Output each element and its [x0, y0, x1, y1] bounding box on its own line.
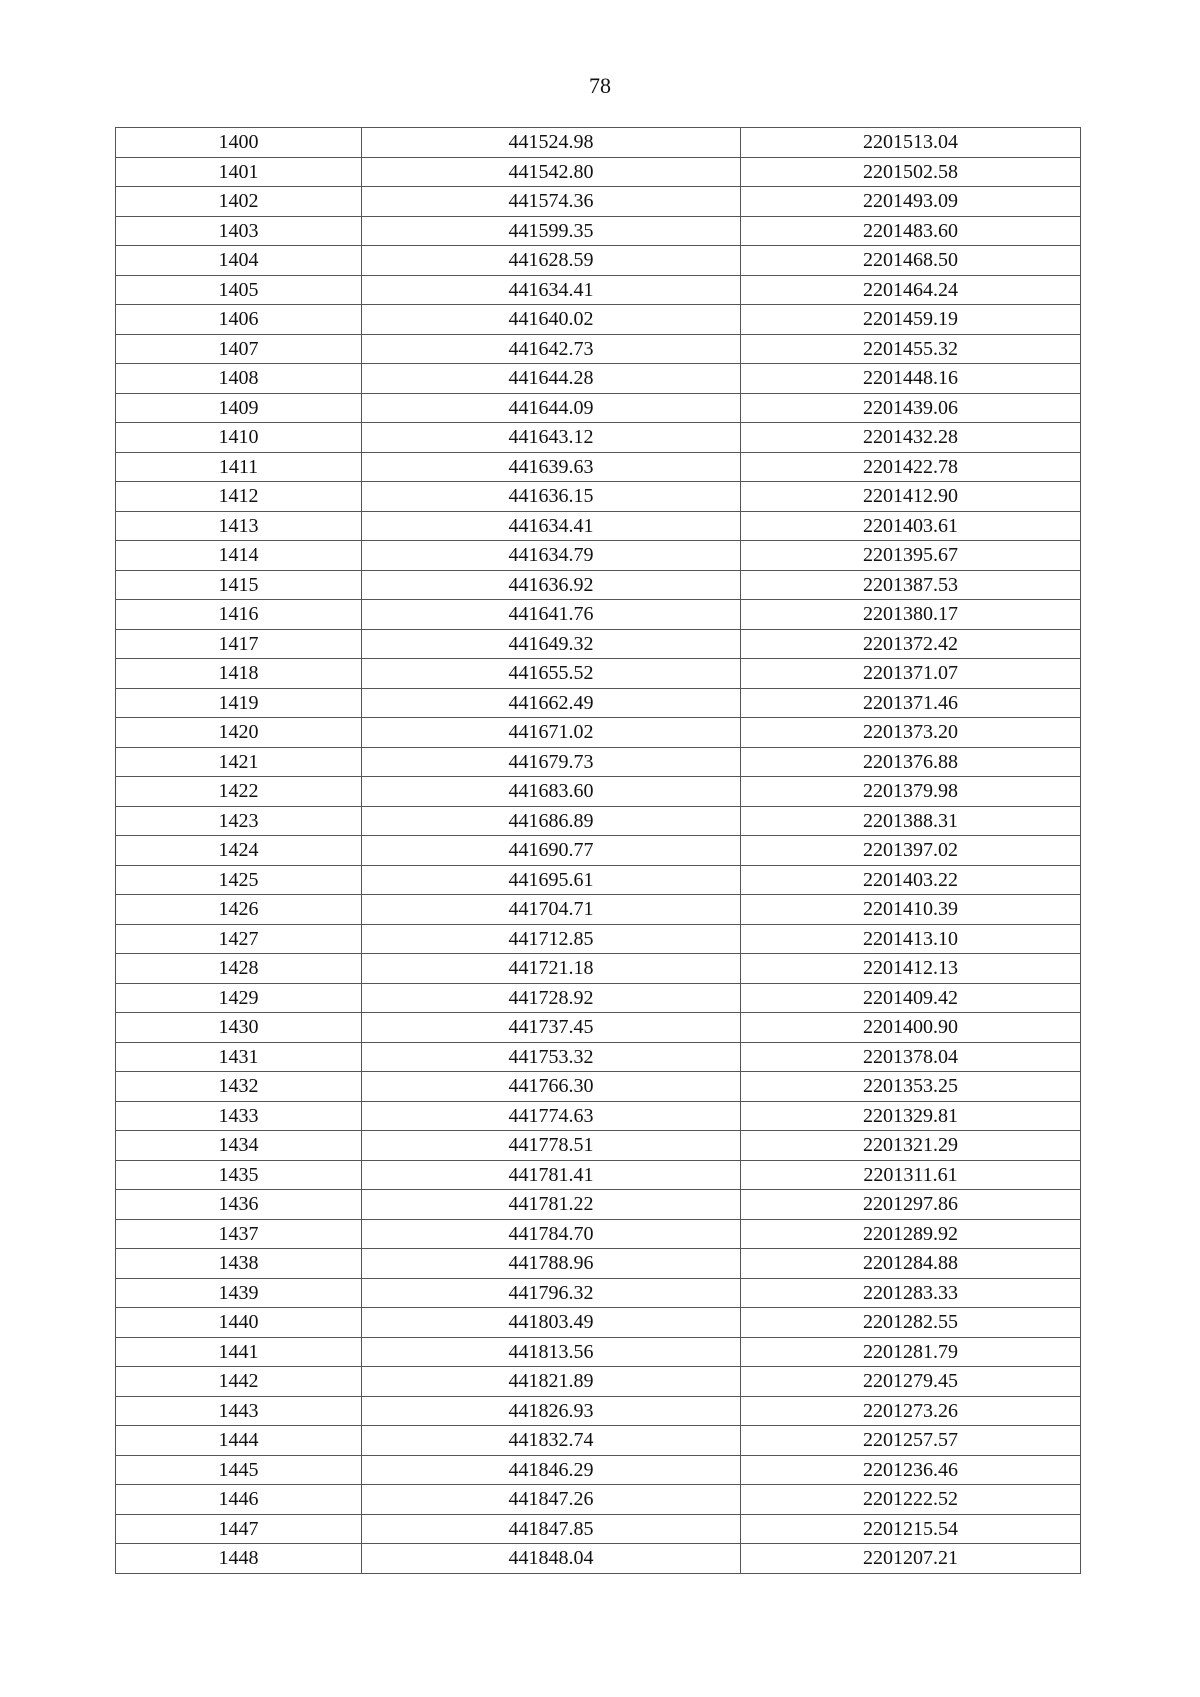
y-coordinate-cell: 2201493.09 — [741, 187, 1081, 217]
point-number-cell: 1420 — [116, 718, 362, 748]
table-row — [116, 924, 1081, 954]
x-coordinate-cell: 441695.61 — [362, 865, 741, 895]
x-coordinate-cell: 441655.52 — [362, 659, 741, 689]
y-coordinate-cell: 2201455.32 — [741, 334, 1081, 364]
y-coordinate-cell: 2201284.88 — [741, 1249, 1081, 1279]
point-number-cell: 1411 — [116, 452, 362, 482]
table-row — [116, 393, 1081, 423]
point-number-cell: 1421 — [116, 747, 362, 777]
x-coordinate-cell: 441679.73 — [362, 747, 741, 777]
y-coordinate-cell: 2201279.45 — [741, 1367, 1081, 1397]
x-coordinate-cell: 441832.74 — [362, 1426, 741, 1456]
table-row — [116, 1396, 1081, 1426]
y-coordinate-cell: 2201468.50 — [741, 246, 1081, 276]
x-coordinate-cell: 441636.15 — [362, 482, 741, 512]
point-number-cell: 1427 — [116, 924, 362, 954]
y-coordinate-cell: 2201412.90 — [741, 482, 1081, 512]
x-coordinate-cell: 441639.63 — [362, 452, 741, 482]
table-row — [116, 1485, 1081, 1515]
y-coordinate-cell: 2201387.53 — [741, 570, 1081, 600]
point-number-cell: 1436 — [116, 1190, 362, 1220]
x-coordinate-cell: 441704.71 — [362, 895, 741, 925]
x-coordinate-cell: 441737.45 — [362, 1013, 741, 1043]
x-coordinate-cell: 441826.93 — [362, 1396, 741, 1426]
point-number-cell: 1429 — [116, 983, 362, 1013]
y-coordinate-cell: 2201289.92 — [741, 1219, 1081, 1249]
point-number-cell: 1428 — [116, 954, 362, 984]
table-row — [116, 1190, 1081, 1220]
point-number-cell: 1408 — [116, 364, 362, 394]
x-coordinate-cell: 441642.73 — [362, 334, 741, 364]
table-row — [116, 1514, 1081, 1544]
x-coordinate-cell: 441628.59 — [362, 246, 741, 276]
x-coordinate-cell: 441641.76 — [362, 600, 741, 630]
y-coordinate-cell: 2201400.90 — [741, 1013, 1081, 1043]
y-coordinate-cell: 2201397.02 — [741, 836, 1081, 866]
table-row — [116, 1367, 1081, 1397]
point-number-cell: 1415 — [116, 570, 362, 600]
y-coordinate-cell: 2201412.13 — [741, 954, 1081, 984]
table-row — [116, 865, 1081, 895]
table-row — [116, 1249, 1081, 1279]
point-number-cell: 1426 — [116, 895, 362, 925]
y-coordinate-cell: 2201448.16 — [741, 364, 1081, 394]
table-row — [116, 1426, 1081, 1456]
y-coordinate-cell: 2201222.52 — [741, 1485, 1081, 1515]
table-row — [116, 747, 1081, 777]
x-coordinate-cell: 441599.35 — [362, 216, 741, 246]
point-number-cell: 1410 — [116, 423, 362, 453]
x-coordinate-cell: 441542.80 — [362, 157, 741, 187]
y-coordinate-cell: 2201403.61 — [741, 511, 1081, 541]
table-row — [116, 1042, 1081, 1072]
y-coordinate-cell: 2201329.81 — [741, 1101, 1081, 1131]
point-number-cell: 1447 — [116, 1514, 362, 1544]
table-row — [116, 1278, 1081, 1308]
point-number-cell: 1400 — [116, 128, 362, 158]
point-number-cell: 1432 — [116, 1072, 362, 1102]
y-coordinate-cell: 2201380.17 — [741, 600, 1081, 630]
x-coordinate-cell: 441803.49 — [362, 1308, 741, 1338]
point-number-cell: 1442 — [116, 1367, 362, 1397]
y-coordinate-cell: 2201432.28 — [741, 423, 1081, 453]
y-coordinate-cell: 2201236.46 — [741, 1455, 1081, 1485]
y-coordinate-cell: 2201483.60 — [741, 216, 1081, 246]
x-coordinate-cell: 441712.85 — [362, 924, 741, 954]
table-row — [116, 806, 1081, 836]
x-coordinate-cell: 441778.51 — [362, 1131, 741, 1161]
table-row — [116, 364, 1081, 394]
x-coordinate-cell: 441649.32 — [362, 629, 741, 659]
y-coordinate-cell: 2201371.07 — [741, 659, 1081, 689]
y-coordinate-cell: 2201388.31 — [741, 806, 1081, 836]
x-coordinate-cell: 441753.32 — [362, 1042, 741, 1072]
x-coordinate-cell: 441774.63 — [362, 1101, 741, 1131]
point-number-cell: 1423 — [116, 806, 362, 836]
table-row — [116, 187, 1081, 217]
point-number-cell: 1431 — [116, 1042, 362, 1072]
x-coordinate-cell: 441686.89 — [362, 806, 741, 836]
point-number-cell: 1417 — [116, 629, 362, 659]
x-coordinate-cell: 441796.32 — [362, 1278, 741, 1308]
y-coordinate-cell: 2201459.19 — [741, 305, 1081, 335]
table-row — [116, 777, 1081, 807]
table-row — [116, 895, 1081, 925]
x-coordinate-cell: 441821.89 — [362, 1367, 741, 1397]
point-number-cell: 1435 — [116, 1160, 362, 1190]
y-coordinate-cell: 2201283.33 — [741, 1278, 1081, 1308]
point-number-cell: 1403 — [116, 216, 362, 246]
table-row — [116, 246, 1081, 276]
table-row — [116, 1337, 1081, 1367]
y-coordinate-cell: 2201311.61 — [741, 1160, 1081, 1190]
y-coordinate-cell: 2201395.67 — [741, 541, 1081, 571]
table-row — [116, 1455, 1081, 1485]
y-coordinate-cell: 2201353.25 — [741, 1072, 1081, 1102]
y-coordinate-cell: 2201422.78 — [741, 452, 1081, 482]
table-row — [116, 157, 1081, 187]
x-coordinate-cell: 441766.30 — [362, 1072, 741, 1102]
point-number-cell: 1439 — [116, 1278, 362, 1308]
point-number-cell: 1438 — [116, 1249, 362, 1279]
table-row — [116, 1219, 1081, 1249]
y-coordinate-cell: 2201439.06 — [741, 393, 1081, 423]
x-coordinate-cell: 441788.96 — [362, 1249, 741, 1279]
page-number: 78 — [589, 73, 611, 98]
x-coordinate-cell: 441640.02 — [362, 305, 741, 335]
y-coordinate-cell: 2201409.42 — [741, 983, 1081, 1013]
point-number-cell: 1424 — [116, 836, 362, 866]
x-coordinate-cell: 441846.29 — [362, 1455, 741, 1485]
coordinate-table — [115, 127, 1081, 1574]
x-coordinate-cell: 441574.36 — [362, 187, 741, 217]
table-row — [116, 1013, 1081, 1043]
y-coordinate-cell: 2201464.24 — [741, 275, 1081, 305]
table-row — [116, 718, 1081, 748]
point-number-cell: 1441 — [116, 1337, 362, 1367]
y-coordinate-cell: 2201379.98 — [741, 777, 1081, 807]
y-coordinate-cell: 2201273.26 — [741, 1396, 1081, 1426]
coordinate-table-body — [116, 128, 1081, 1574]
y-coordinate-cell: 2201257.57 — [741, 1426, 1081, 1456]
table-row — [116, 541, 1081, 571]
table-row — [116, 216, 1081, 246]
y-coordinate-cell: 2201281.79 — [741, 1337, 1081, 1367]
table-row — [116, 659, 1081, 689]
x-coordinate-cell: 441524.98 — [362, 128, 741, 158]
point-number-cell: 1440 — [116, 1308, 362, 1338]
point-number-cell: 1407 — [116, 334, 362, 364]
point-number-cell: 1414 — [116, 541, 362, 571]
y-coordinate-cell: 2201376.88 — [741, 747, 1081, 777]
table-row — [116, 423, 1081, 453]
table-row — [116, 1101, 1081, 1131]
table-row — [116, 1308, 1081, 1338]
table-row — [116, 452, 1081, 482]
x-coordinate-cell: 441721.18 — [362, 954, 741, 984]
x-coordinate-cell: 441781.41 — [362, 1160, 741, 1190]
y-coordinate-cell: 2201502.58 — [741, 157, 1081, 187]
point-number-cell: 1448 — [116, 1544, 362, 1574]
point-number-cell: 1445 — [116, 1455, 362, 1485]
point-number-cell: 1444 — [116, 1426, 362, 1456]
point-number-cell: 1401 — [116, 157, 362, 187]
x-coordinate-cell: 441690.77 — [362, 836, 741, 866]
table-row — [116, 1072, 1081, 1102]
table-row — [116, 482, 1081, 512]
table-row — [116, 570, 1081, 600]
table-row — [116, 983, 1081, 1013]
table-row — [116, 836, 1081, 866]
y-coordinate-cell: 2201215.54 — [741, 1514, 1081, 1544]
x-coordinate-cell: 441634.41 — [362, 275, 741, 305]
point-number-cell: 1418 — [116, 659, 362, 689]
table-row — [116, 600, 1081, 630]
y-coordinate-cell: 2201371.46 — [741, 688, 1081, 718]
table-row — [116, 275, 1081, 305]
table-row — [116, 305, 1081, 335]
x-coordinate-cell: 441643.12 — [362, 423, 741, 453]
x-coordinate-cell: 441728.92 — [362, 983, 741, 1013]
x-coordinate-cell: 441784.70 — [362, 1219, 741, 1249]
x-coordinate-cell: 441781.22 — [362, 1190, 741, 1220]
y-coordinate-cell: 2201413.10 — [741, 924, 1081, 954]
point-number-cell: 1437 — [116, 1219, 362, 1249]
y-coordinate-cell: 2201403.22 — [741, 865, 1081, 895]
point-number-cell: 1430 — [116, 1013, 362, 1043]
table-row — [116, 128, 1081, 158]
point-number-cell: 1425 — [116, 865, 362, 895]
y-coordinate-cell: 2201372.42 — [741, 629, 1081, 659]
point-number-cell: 1422 — [116, 777, 362, 807]
point-number-cell: 1443 — [116, 1396, 362, 1426]
table-row — [116, 334, 1081, 364]
y-coordinate-cell: 2201410.39 — [741, 895, 1081, 925]
x-coordinate-cell: 441671.02 — [362, 718, 741, 748]
point-number-cell: 1433 — [116, 1101, 362, 1131]
point-number-cell: 1409 — [116, 393, 362, 423]
x-coordinate-cell: 441683.60 — [362, 777, 741, 807]
x-coordinate-cell: 441848.04 — [362, 1544, 741, 1574]
table-row — [116, 629, 1081, 659]
x-coordinate-cell: 441634.79 — [362, 541, 741, 571]
y-coordinate-cell: 2201378.04 — [741, 1042, 1081, 1072]
point-number-cell: 1419 — [116, 688, 362, 718]
point-number-cell: 1406 — [116, 305, 362, 335]
point-number-cell: 1412 — [116, 482, 362, 512]
point-number-cell: 1413 — [116, 511, 362, 541]
point-number-cell: 1402 — [116, 187, 362, 217]
table-row — [116, 954, 1081, 984]
table-row — [116, 1160, 1081, 1190]
y-coordinate-cell: 2201513.04 — [741, 128, 1081, 158]
point-number-cell: 1416 — [116, 600, 362, 630]
table-row — [116, 688, 1081, 718]
y-coordinate-cell: 2201207.21 — [741, 1544, 1081, 1574]
y-coordinate-cell: 2201297.86 — [741, 1190, 1081, 1220]
point-number-cell: 1404 — [116, 246, 362, 276]
table-row — [116, 511, 1081, 541]
table-row — [116, 1131, 1081, 1161]
y-coordinate-cell: 2201321.29 — [741, 1131, 1081, 1161]
table-row — [116, 1544, 1081, 1574]
x-coordinate-cell: 441644.09 — [362, 393, 741, 423]
x-coordinate-cell: 441847.26 — [362, 1485, 741, 1515]
y-coordinate-cell: 2201282.55 — [741, 1308, 1081, 1338]
x-coordinate-cell: 441662.49 — [362, 688, 741, 718]
x-coordinate-cell: 441847.85 — [362, 1514, 741, 1544]
x-coordinate-cell: 441813.56 — [362, 1337, 741, 1367]
x-coordinate-cell: 441644.28 — [362, 364, 741, 394]
x-coordinate-cell: 441634.41 — [362, 511, 741, 541]
x-coordinate-cell: 441636.92 — [362, 570, 741, 600]
y-coordinate-cell: 2201373.20 — [741, 718, 1081, 748]
point-number-cell: 1405 — [116, 275, 362, 305]
point-number-cell: 1434 — [116, 1131, 362, 1161]
point-number-cell: 1446 — [116, 1485, 362, 1515]
